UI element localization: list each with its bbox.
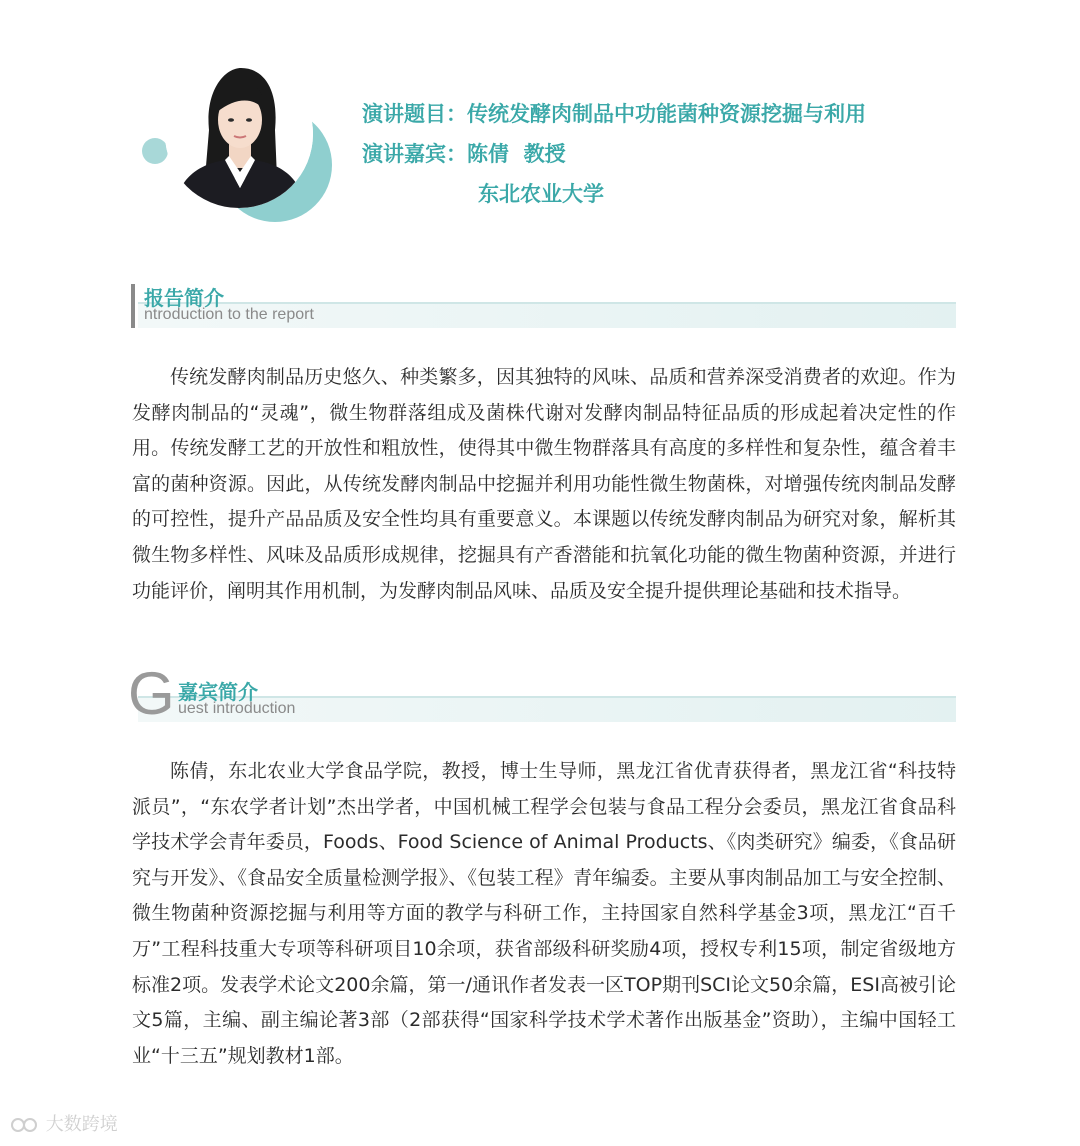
report-section-subtitle: ntroduction to the report — [144, 306, 314, 323]
guest-name: 陈倩 教授 — [467, 142, 566, 166]
speaker-photo-illustration — [165, 60, 313, 208]
guest-affiliation: 东北农业大学 — [478, 182, 604, 206]
report-intro-paragraph: 传统发酵肉制品历史悠久、种类繁多，因其独特的风味、品质和营养深受消费者的欢迎。作为发酵肉制品的“灵魂”，微生物群落组成及菌株代谢对发酵肉制品特征品质的形成起着决定性的作用。传统发酵工艺的开放性和粗放性，使得其中微生物群落具有高度的多样性和复杂性，蕴含着丰富的菌种资源。因此，从传统发酵肉制品中挖掘并利用功能性微生物菌株，对增强传统肉制品发酵的可控性，提升产品品质及安全性均具有重要意义。本课题以传统发酵肉制品为研究对象，解析其微生物多样性、风味及品质形成规律，挖掘具有产香潜能和抗氧化功能的微生物菌种资源，并进行功能评价，阐明其作用机制，为发酵肉制品风味、品质及安全提升提供理论基础和技术指导。 — [132, 366, 956, 602]
watermark-text: 大数跨境 — [45, 1114, 118, 1135]
report-section-title: 报告简介 — [144, 286, 224, 310]
guest-section-header — [128, 660, 956, 727]
talk-info — [362, 94, 866, 214]
guest-section-title: 嘉宾简介 — [178, 680, 258, 704]
talk-affiliation-row — [362, 174, 866, 214]
talk-topic: 传统发酵肉制品中功能菌种资源挖掘与利用 — [467, 102, 866, 126]
speaker-portrait — [165, 60, 313, 208]
topic-label: 演讲题目： — [362, 102, 467, 126]
guest-intro-paragraph: 陈倩，东北农业大学食品学院，教授，博士生导师，黑龙江省优青获得者，黑龙江省“科技特派员”，“东农学者计划”杰出学者，中国机械工程学会包装与食品工程分会委员，黑龙江省食品科学技术学会青年委员，Foods、Food Science of Animal Products、《肉类研究》编委，《食品研究与开发》、《食品安全质量检测学报》、《包装工程》青年编委。主要从事肉制品加工与安全控制、微生物菌种资源挖掘与利用等方面的教学与科研工作，主持国家自然科学基金3项，黑龙江“百千万”工程科技重大专项等科研项目10余项，获省部级科研奖励4项，授权专利15项，制定省级地方标准2项。发表学术论文200余篇，第一/通讯作者发表一区TOP期刊SCI论文50余篇，ESI高被引论文5篇，主编、副主编论著3部（2部获得“国家科学技术学术著作出版基金”资助），主编中国轻工业“十三五”规划教材1部。 — [132, 760, 956, 1067]
talk-guest-row — [362, 134, 866, 174]
guest-label: 演讲嘉宾： — [362, 142, 467, 166]
guest-section-letter: G — [128, 660, 175, 727]
watermark — [10, 1110, 118, 1136]
talk-topic-row — [362, 94, 866, 134]
section-header-bar — [131, 284, 135, 328]
watermark-logo-icon — [10, 1115, 40, 1135]
guest-section-subtitle: uest introduction — [178, 700, 296, 717]
report-section-header — [128, 282, 956, 332]
decorative-dot — [142, 138, 168, 164]
